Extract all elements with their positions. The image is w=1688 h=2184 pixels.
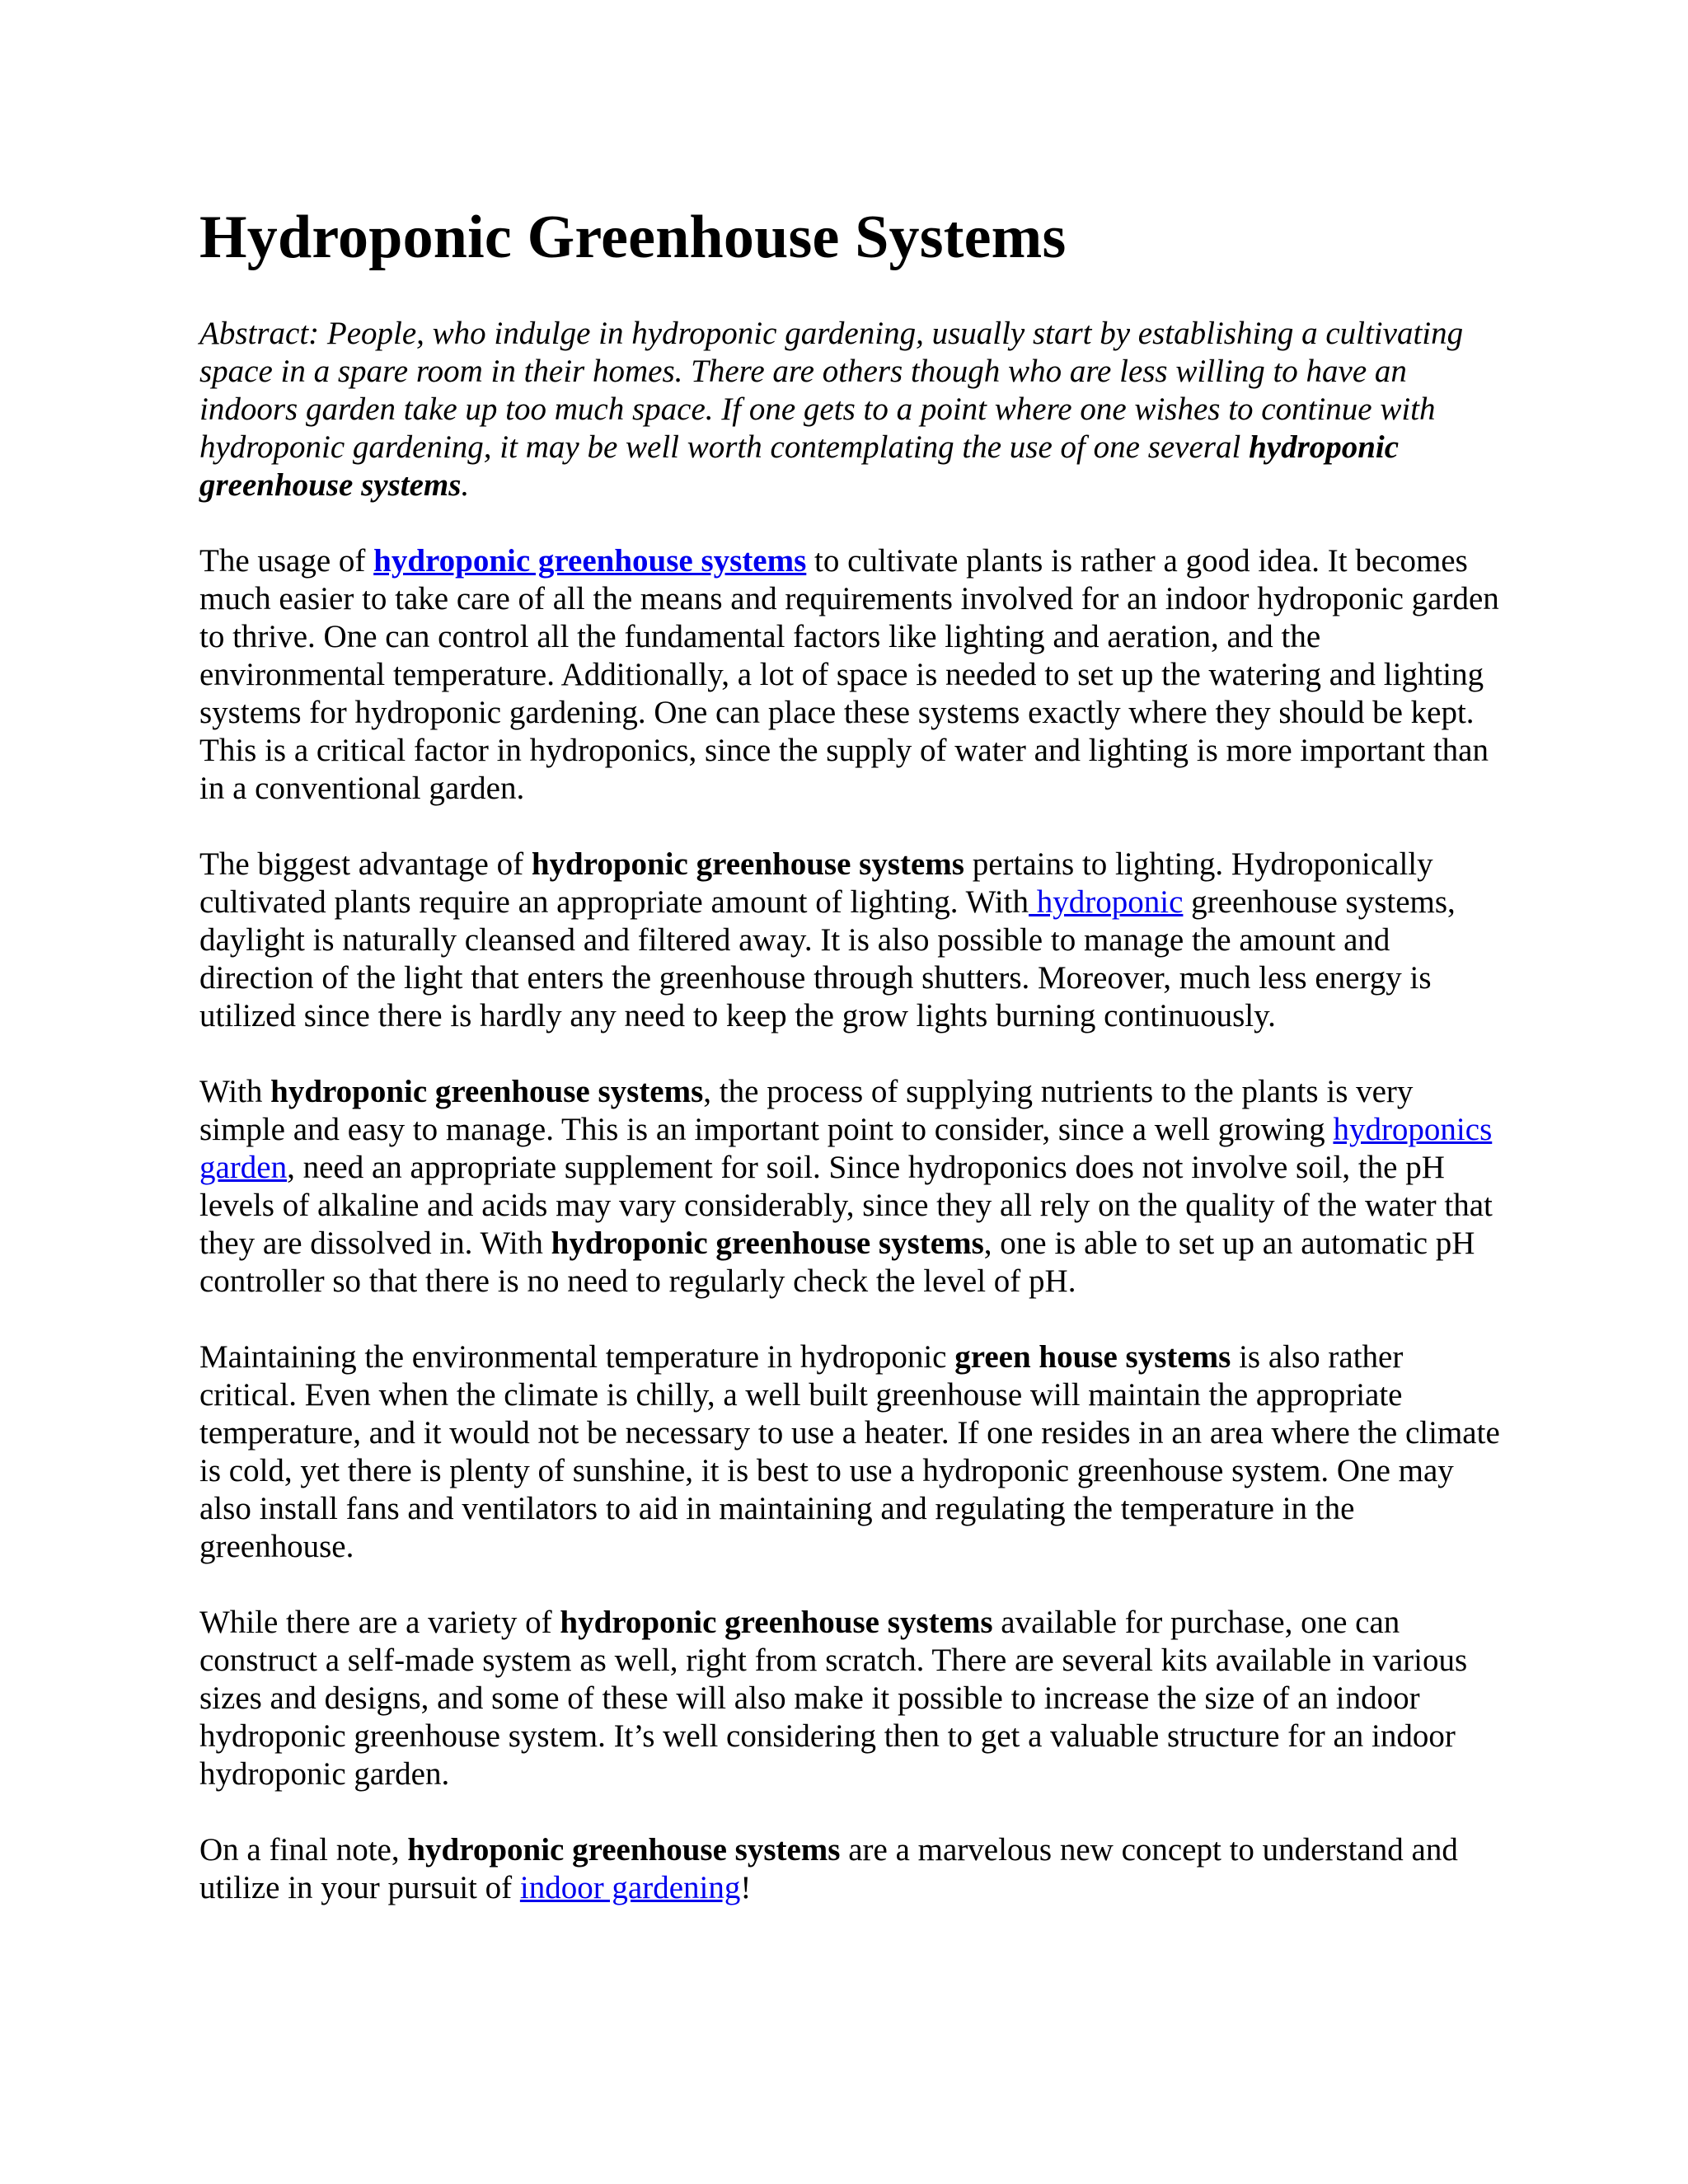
link-hydroponic[interactable]: hydroponic bbox=[1029, 884, 1184, 920]
paragraph-4 bbox=[199, 1338, 1502, 1566]
p3-bold-term-1: hydroponic greenhouse systems bbox=[270, 1074, 704, 1109]
paragraph-2 bbox=[199, 846, 1502, 1035]
p4-text-2: is also rather critical. Even when the climate is chilly, a well built greenhouse will maintain the appropriate temperature, and it would not be necessary to use a heater. If one resides in an area where the climate is cold, yet there is plenty of sunshine, it is best to use a hydroponic greenhouse system. One may also install fans and ventilators to aid in maintaining and regulating the temperature in the greenhouse. bbox=[199, 1339, 1500, 1564]
link-indoor-gardening[interactable]: indoor gardening bbox=[519, 1870, 741, 1905]
p1-text-1: The usage of bbox=[199, 543, 374, 579]
p5-text-1: While there are a variety of bbox=[199, 1605, 560, 1640]
p6-text-1: On a final note, bbox=[199, 1832, 408, 1868]
p6-text-2: are a marvelous new concept to understand and utilize in your pursuit of bbox=[199, 1832, 1458, 1905]
p2-text-3: greenhouse systems, daylight is naturally cleansed and filtered away. It is also possible to manage the amount and direction of the light that enters the greenhouse through shutters. Moreover, much less energy is utilized since there is hardly any need to keep the grow lights burning continuously. bbox=[199, 884, 1456, 1033]
p5-bold-term: hydroponic greenhouse systems bbox=[560, 1605, 993, 1640]
document-page bbox=[199, 196, 1502, 1945]
paragraph-5 bbox=[199, 1604, 1502, 1793]
abstract-text: Abstract: People, who indulge in hydroponic gardening, usually start by establishing a cultivating space in a spare room in their homes. There are others though who are less willing to have an indoors garden take up too much space. If one gets to a point where one wishes to continue with hydroponic gardening, it may be well worth contemplating the use of one several bbox=[199, 316, 1464, 465]
page-title: Hydroponic Greenhouse Systems bbox=[199, 204, 1067, 271]
p6-bold-term: hydroponic greenhouse systems bbox=[407, 1832, 841, 1868]
link-hydroponics-garden[interactable]: hydroponics garden bbox=[199, 1112, 1493, 1185]
p1-link-label: hydroponic greenhouse systems bbox=[373, 543, 807, 579]
abstract-end: . bbox=[461, 467, 470, 503]
abstract-paragraph bbox=[199, 315, 1502, 504]
p2-bold-term: hydroponic greenhouse systems bbox=[531, 846, 964, 882]
p5-text-2: available for purchase, one can construct a self-made system as well, right from scratch. There are several kits available in various sizes and designs, and some of these will also make it possible to increase the size of an indoor hydroponic greenhouse system. It’s well considering then to get a valuable structure for an indoor hydroponic garden. bbox=[199, 1605, 1468, 1792]
paragraph-3 bbox=[199, 1073, 1502, 1301]
p3-bold-term-2: hydroponic greenhouse systems bbox=[551, 1226, 984, 1261]
p3-text-2: , the process of supplying nutrients to the plants is very simple and easy to manage. This is an important point to consider, since a well growing bbox=[199, 1074, 1414, 1147]
p2-text-1: The biggest advantage of bbox=[199, 846, 532, 882]
p1-text-2: to cultivate plants is rather a good idea. It becomes much easier to take care of all the means and requirements involved for an indoor hydroponic garden to thrive. One can control all the fundamental factors like lighting and aeration, and the environmental temperature. Additionally, a lot of space is needed to set up the watering and lighting systems for hydroponic gardening. One can place these systems exactly where they should be kept. This is a critical factor in hydroponics, since the supply of water and lighting is more important than in a conventional garden. bbox=[199, 543, 1499, 806]
p3-text-1: With bbox=[199, 1074, 271, 1109]
p3-text-3: , need an appropriate supplement for soil. Since hydroponics does not involve soil, the pH levels of alkaline and acids may vary considerably, since they all rely on the quality of the water that they are dissolved in. With bbox=[199, 1150, 1493, 1261]
p3-text-4: , one is able to set up an automatic pH controller so that there is no need to regularly check the level of pH. bbox=[199, 1226, 1475, 1299]
abstract-bold-term: hydroponic greenhouse systems bbox=[199, 429, 1400, 503]
p4-bold-term: green house systems bbox=[954, 1339, 1231, 1375]
p2-text-2: pertains to lighting. Hydroponically cultivated plants require an appropriate amount of lighting. With bbox=[199, 846, 1433, 920]
paragraph-6 bbox=[199, 1831, 1502, 1907]
p6-text-3: ! bbox=[740, 1870, 752, 1905]
link-hydroponic-greenhouse-systems[interactable] bbox=[373, 543, 806, 579]
p4-text-1: Maintaining the environmental temperature in hydroponic bbox=[199, 1339, 955, 1375]
paragraph-1 bbox=[199, 542, 1502, 808]
